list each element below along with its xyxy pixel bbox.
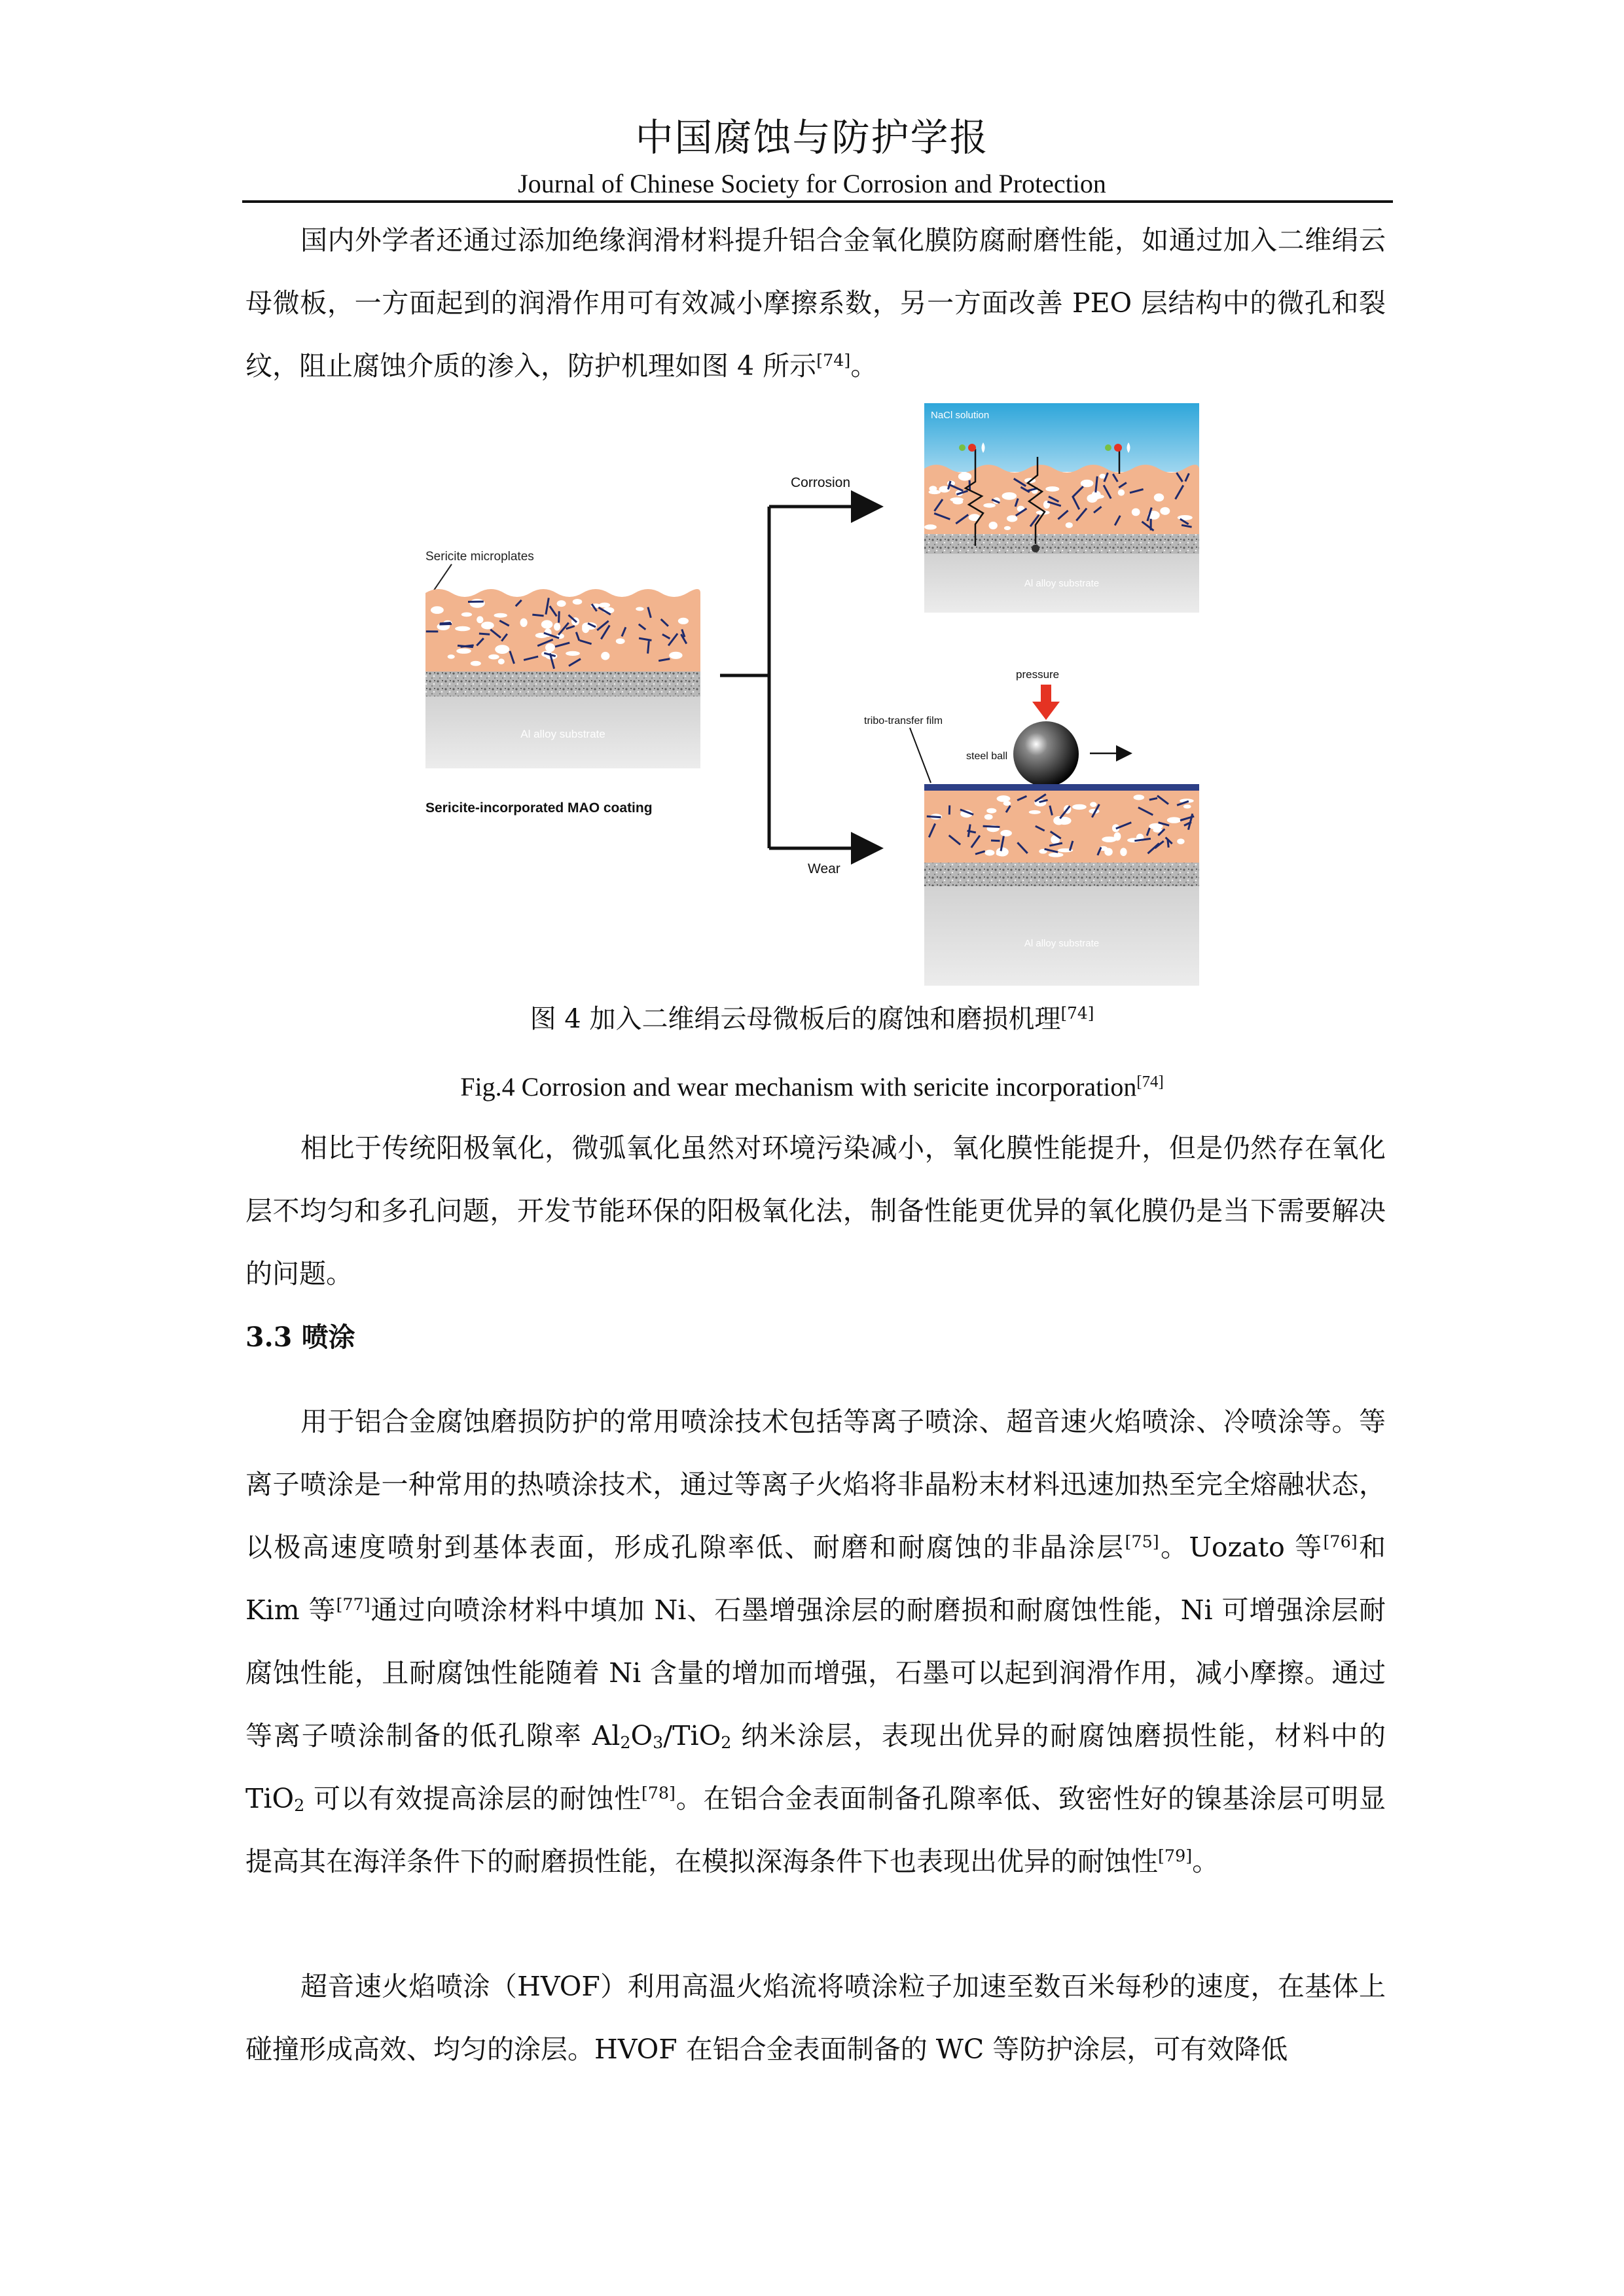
corrosion-interlayer [924,534,1199,554]
coating-pore [958,473,971,481]
coating-pore [448,655,455,659]
coating-pore [599,603,610,608]
oxygen-ion-icon [959,444,965,451]
coating-pore [1045,486,1059,492]
coating-pore [997,795,1011,802]
wear-panel [864,668,1199,986]
coating-pore [1090,494,1104,499]
steel-ball-label: steel ball [966,751,1008,762]
coating-pore [950,497,964,502]
figure-4 [412,397,1211,989]
tribo-film-label: tribo-transfer film [864,715,943,726]
left-caption: Sericite-incorporated MAO coating [425,800,653,816]
coating-pore [1160,507,1170,515]
sericite-platelet [991,840,1000,841]
coating-pore [1183,804,1191,808]
steel-ball-icon [1013,721,1079,787]
pressure-arrow-icon [1032,702,1060,720]
coating-pore [498,658,505,664]
coating-pore [471,661,481,666]
coating-pore [1154,493,1164,501]
chloride-ion-icon [968,444,976,452]
pressure-label: pressure [1016,668,1060,681]
coating-pore [554,623,560,631]
coating-pore [582,624,589,633]
coating-pore [456,649,471,654]
paragraph-3: 用于铝合金腐蚀磨损防护的常用喷涂技术包括等离子喷涂、超音速火焰喷涂、冷喷涂等。等离子喷涂是一种常用的热喷涂技术，通过等离子火焰将非晶粉末材料迅速加热至完全熔融状态，以极高速度喷射到基体表面，形成孔隙率低、耐磨和耐腐蚀的非晶涂层[75]。Uozato 等[76]和 Kim 等[77]通过向喷涂材料中填加 Ni、石墨增强涂层的耐磨损和耐腐蚀性能，Ni 可增强涂层耐腐蚀性能，且耐腐蚀性能随着 Ni 含量的增加而增强，石墨可以起到润滑作用，减小摩擦。通过等离子喷涂制备的低孔隙率 $Al_2O_3/TiO_2$ 纳米涂层，表现出优异的耐腐蚀磨损性能，材料中的 TiO$_2$ 可以有效提高涂层的耐蚀性[78]。在铝合金表面制备孔隙率低、致密性好的镍基涂层可明显提高其在海洋条件下的耐磨损性能，在模拟深海条件下也表现出优异的耐蚀性[79]。 [245,1406,1386,1877]
coating-pore [1007,515,1017,522]
coating-pore [1090,802,1096,807]
coating-pore [1120,848,1127,856]
left-label-pointer [432,564,452,593]
coating-pore [1029,810,1041,814]
chloride-ion-icon-2 [1114,444,1122,452]
wear-substrate-label: Al alloy substrate [1024,938,1100,949]
coating-pore [557,600,566,607]
coating-pore [1132,509,1140,516]
coating-pore [495,645,509,654]
left-substrate-label: Al alloy substrate [520,728,605,740]
coating-pore [1134,795,1145,800]
coating-pore [983,503,996,508]
coating-pore [984,814,993,820]
coating-pore [984,850,994,855]
coating-pore [1167,817,1182,823]
coating-pore [1072,804,1087,810]
sericite-platelet [983,826,1000,827]
coating-pore [924,524,937,529]
branch-connector [720,475,877,876]
coating-pore [494,613,507,618]
paragraph-1: 国内外学者还通过添加绝缘润滑材料提升铝合金氧化膜防腐耐磨性能，如通过加入二维绢云母微板，一方面起到的润滑作用可有效减小摩擦系数，另一方面改善 PEO 层结构中的微孔和裂纹，阻止腐蚀介质的渗入，防护机理如图 4 所示[74]。 [245,224,1386,382]
wear-interlayer [924,863,1199,886]
coating-pore [1049,853,1064,857]
coating-pore [461,613,472,617]
wear-substrate [924,886,1199,986]
coating-pore [488,655,499,660]
coating-pore [601,652,609,660]
sericite-platelet [648,641,649,653]
coating-pore [669,652,682,659]
left-interlayer [425,672,700,696]
corrosion-panel [924,403,1199,613]
branch-wear-label: Wear [808,861,840,876]
branch-corrosion-label: Corrosion [791,475,851,490]
sericite-platelet [440,623,451,624]
coating-pore [1102,836,1117,842]
corrosion-site-icon [1032,545,1039,552]
coating-pore [1000,830,1012,836]
left-panel [425,550,700,816]
coating-pore [989,522,998,529]
corrosion-substrate-label: Al alloy substrate [1024,578,1100,589]
coating-pore [520,619,528,627]
paragraph-4: 超音速火焰喷涂（HVOF）利用高温火焰流将喷涂粒子加速至数百米每秒的速度，在基体上碰撞形成高效、均匀的涂层。HVOF 在铝合金表面制备的 WC 等防护涂层，可有效降低 [245,1971,1386,2065]
coating-pore [616,638,625,644]
coating-pore [1118,490,1125,496]
journal-title-cn: 中国腐蚀与防护学报 [635,115,989,160]
coating-pore [545,643,555,652]
tribo-film-pointer [910,728,931,783]
coating-pore [1002,492,1017,500]
coating-pore [996,852,1007,856]
coating-pore [1104,848,1113,856]
coating-pore [636,607,643,611]
figure-caption-cn: 图 4 加入二维绢云母微板后的腐蚀和磨损机理[74] [530,1003,1094,1034]
header-rule [242,200,1393,203]
nacl-solution-label: NaCl solution [931,410,990,421]
paragraph-2: 相比于传统阳极氧化，微弧氧化虽然对环境污染减小，氧化膜性能提升，但是仍然存在氧化层不均匀和多孔问题，开发节能环保的阳极氧化法，制备性能更优异的氧化膜仍是当下需要解决的问题。 [245,1132,1386,1289]
coating-pore [1066,522,1073,528]
coating-pore [481,622,494,630]
coating-pore [477,616,483,623]
coating-pore [573,599,583,605]
coating-pore [431,606,444,614]
figure-caption-en: Fig.4 Corrosion and wear mechanism with sericite incorporation[74] [460,1072,1164,1102]
coating-pore [929,486,937,492]
sericite-platelet [532,615,543,616]
coating-pore [455,626,470,632]
section-heading: 3.3 喷涂 [245,1321,355,1353]
coating-pore [566,651,580,656]
sericite-platelet [927,816,941,817]
coating-pore [986,808,996,814]
journal-title-en: Journal of Chinese Society for Corrosion and Protection [518,169,1106,198]
coating-pore [678,618,689,624]
tribo-transfer-film [924,784,1199,791]
coating-pore [1178,515,1193,520]
coating-pore [1004,526,1011,530]
coating-pore [541,620,553,628]
coating-pore [1177,838,1184,844]
pressure-arrow-shaft [1041,685,1051,703]
coating-pore [1053,816,1064,825]
sericite-platelet [559,611,560,623]
oxygen-ion-icon-2 [1105,444,1111,451]
left-microplates-label: Sericite microplates [425,550,534,564]
